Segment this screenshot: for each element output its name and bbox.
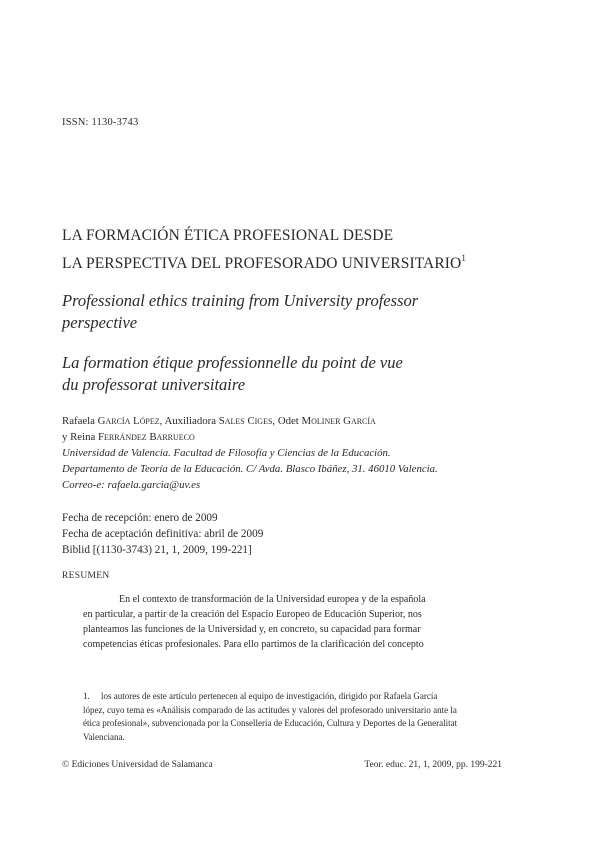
title-english: [62, 290, 532, 334]
title-english-line-2: perspective: [62, 313, 138, 332]
title-french: [62, 352, 532, 396]
abstract-text: [83, 592, 503, 652]
resumen-heading: RESUMEN: [62, 571, 110, 581]
footnote-line-2: lópez, cuyo tema es «Análisis comparado de las actitudes y valores del profesorado universitario ante la: [83, 704, 457, 715]
biblid: Biblid [(1130-3743) 21, 1, 2009, 199-221]: [62, 544, 252, 556]
author-separator-2: , Odet: [272, 415, 302, 427]
author-1-last: García López: [97, 415, 160, 427]
author-4-last: Ferrández Barrueco: [97, 431, 195, 443]
issn-label: ISSN: 1130-3743: [62, 117, 139, 128]
abstract-line-1: [83, 592, 503, 607]
author-2-last: Sales Ciges: [218, 415, 273, 427]
title-spanish: [62, 225, 466, 275]
abstract-line-3: planteamos las funciones de la Universidad y, en concreto, su capacidad para formar: [83, 624, 421, 635]
title-spanish-line-1: LA FORMACIÓN ÉTICA PROFESIONAL DESDE: [62, 227, 394, 244]
author-separator-1: , Auxiliadora: [159, 415, 219, 427]
title-spanish-line-2: [62, 247, 466, 275]
abstract-line-4: competencias éticas profesionales. Para ello partimos de la clarificación del concepto: [83, 639, 424, 650]
abstract-line-1-text: En el contexto de transformación de la Universidad europea y de la española: [119, 594, 426, 605]
affiliation-email[interactable]: Correo-e: rafaela.garcia@uv.es: [62, 479, 201, 491]
footnote-line-1: [83, 690, 503, 704]
affiliation: [62, 445, 562, 493]
title-french-line-2: du professorat universitaire: [62, 375, 246, 394]
author-3-last: Moliner García: [301, 415, 376, 427]
footer-publisher: © Ediciones Universidad de Salamanca: [62, 760, 213, 770]
authors-line-2: [62, 429, 552, 445]
footnote-line-1-text: los autores de este artículo pertenecen al equipo de investigación, dirigido por Rafaela García: [101, 691, 438, 701]
publication-dates: [62, 510, 263, 558]
footer-citation: Teor. educ. 21, 1, 2009, pp. 199-221: [364, 760, 502, 770]
author-4-first: y Reina: [62, 431, 98, 443]
title-spanish-line-2-text: LA PERSPECTIVA DEL PROFESORADO UNIVERSITARIO: [62, 255, 462, 272]
date-received: Fecha de recepción: enero de 2009: [62, 512, 218, 524]
title-french-line-1: La formation étique professionnelle du point de vue: [62, 353, 403, 372]
title-footnote-marker[interactable]: 1: [461, 253, 466, 263]
footnote-line-4: Valenciana.: [83, 731, 125, 742]
title-english-line-1: Professional ethics training from University professor: [62, 291, 419, 310]
abstract-line-2: en particular, a partir de la creación del Espacio Europeo de Educación Superior, nos: [83, 609, 422, 620]
affiliation-line-1: Universidad de Valencia. Facultad de Filosofía y Ciencias de la Educación.: [62, 447, 391, 459]
footnote-number: 1.: [83, 691, 90, 701]
footnote-line-3: ética profesional», subvencionada por la Consellería de Educación, Cultura y Deportes de la Generalitat: [83, 718, 458, 728]
author-1-first: Rafaela: [62, 415, 98, 427]
affiliation-line-2: Departamento de Teoría de la Educación. C/ Avda. Blasco Ibáñez, 31. 46010 Valencia.: [62, 463, 438, 475]
footnote: [83, 690, 503, 744]
authors-list: [62, 413, 552, 445]
authors-line-1: [62, 413, 552, 429]
date-accepted: Fecha de aceptación definitiva: abril de 2009: [62, 528, 264, 540]
